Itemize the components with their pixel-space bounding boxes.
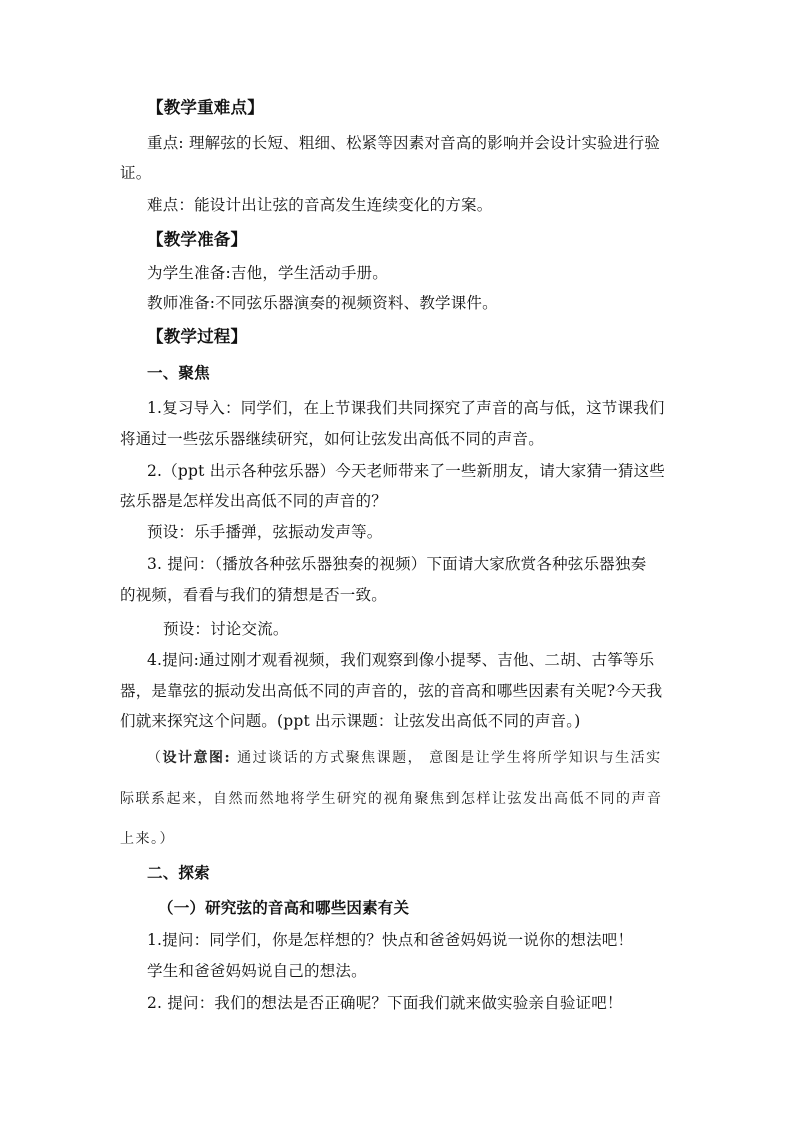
design-intent-text: 通过谈话的方式聚焦课题， 意图是让学生将所学知识与生活实 — [231, 750, 662, 766]
step4-line1: 4.提问:通过刚才观看视频，我们观察到像小提琴、吉他、二胡、古筝等乐 — [147, 651, 655, 669]
heading-teaching-process: 【教学过程】 — [147, 327, 248, 346]
design-intent-open-paren: （ — [147, 750, 163, 766]
step2-line1: 2.（ppt 出示各种弦乐器）今天老师带来了一些新朋友，请大家猜一猜这些 — [147, 462, 665, 480]
step2-line2: 弦乐器是怎样发出高低不同的声音的？ — [120, 492, 387, 510]
design-intent-line3: 上来。） — [120, 831, 175, 847]
part-two-title: 二、探索 — [147, 864, 210, 882]
step4-line3: 们就来探究这个问题。(ppt 出示课题：让弦发出高低不同的声音。) — [120, 712, 581, 730]
key-point-text: 重点: 理解弦的长短、粗细、松紧等因素对音高的影响并会设计实验进行验 — [147, 134, 660, 152]
design-intent-line2: 际联系起来，自然而然地将学生研究的视角聚焦到怎样让弦发出高低不同的声音 — [120, 791, 663, 807]
step3-preset: 预设：讨论交流。 — [163, 620, 289, 638]
difficulty-text: 难点：能设计出让弦的音高发生连续变化的方案。 — [147, 196, 493, 214]
heading-teaching-preparation: 【教学准备】 — [147, 230, 248, 249]
subsection-one-title: （一）研究弦的音高和哪些因素有关 — [158, 899, 410, 917]
step3-line2: 的视频，看看与我们的猜想是否一致。 — [120, 586, 387, 604]
design-intent-label: 设计意图: — [162, 750, 232, 766]
part-one-title: 一、聚焦 — [147, 364, 210, 382]
step1-line2: 将通过一些弦乐器继续研究，如何让弦发出高低不同的声音。 — [120, 430, 544, 448]
step4-line2: 器，是靠弦的振动发出高低不同的声音的，弦的音高和哪些因素有关呢?今天我 — [120, 682, 663, 700]
step1-line1: 1.复习导入：同学们，在上节课我们共同探究了声音的高与低，这节课我们 — [147, 399, 665, 417]
explore-step1: 1.提问：同学们，你是怎样想的？快点和爸爸妈妈说一说你的想法吧！ — [147, 931, 634, 949]
teacher-preparation: 教师准备:不同弦乐器演奏的视频资料、教学课件。 — [147, 294, 498, 312]
heading-key-difficult-points: 【教学重难点】 — [147, 98, 264, 117]
explore-step1-answer: 学生和爸爸妈妈说自己的想法。 — [147, 962, 367, 980]
key-point-text-continued: 证。 — [120, 164, 152, 182]
student-preparation: 为学生准备:吉他，学生活动手册。 — [147, 264, 388, 282]
design-intent-line1 — [147, 748, 662, 768]
step2-preset: 预设：乐手播弹，弦振动发声等。 — [147, 523, 383, 541]
explore-step2: 2. 提问：我们的想法是否正确呢？下面我们就来做实验亲自验证吧！ — [147, 994, 623, 1012]
step3-line1: 3. 提问：（播放各种弦乐器独奏的视频）下面请大家欣赏各种弦乐器独奏 — [147, 555, 647, 573]
